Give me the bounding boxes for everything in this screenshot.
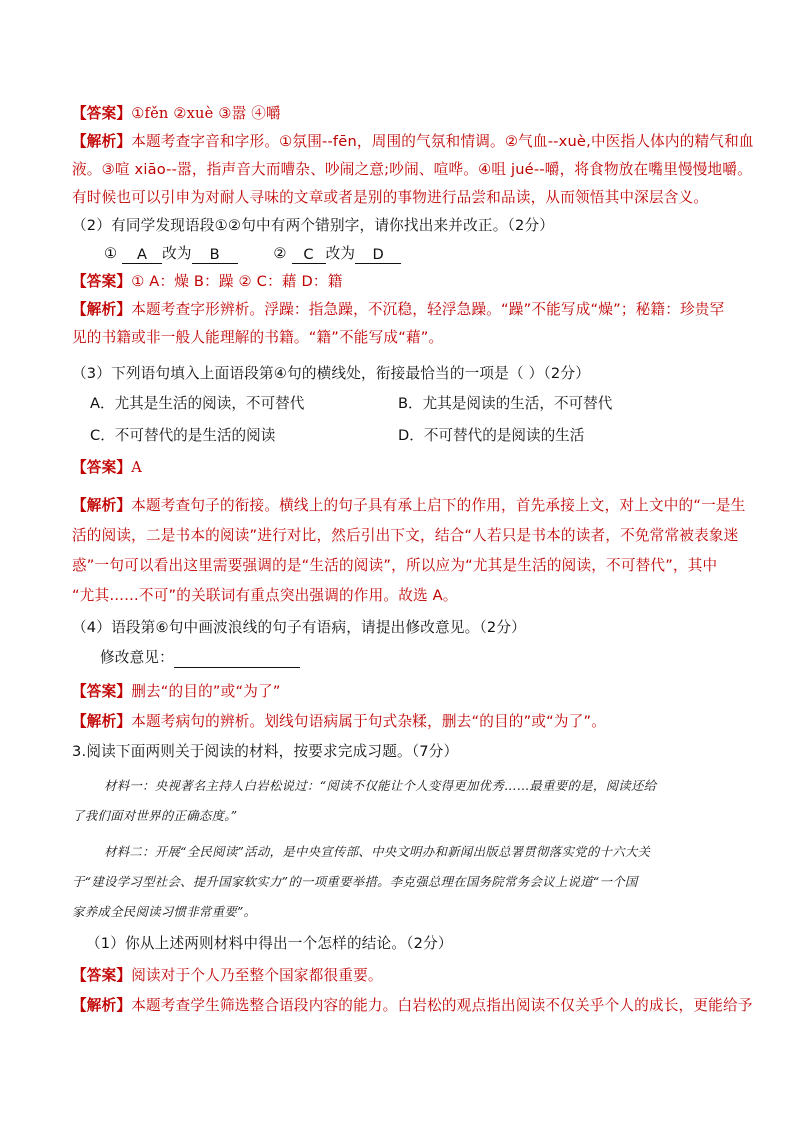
material-2-line-3: 家养成全民阅读习惯非常重要”。 [72,904,257,919]
q5-answer: 阅读对于个人乃至整个国家都很重要。 [131,967,383,984]
analysis-tag: 【解析】 [72,301,132,318]
q1-analysis-1: 本题考查字音和字形。①氛围--fēn，周围的气氛和情调。②气血--xuè,中医指人体内的精气和血 [131,133,754,150]
q1-answer: ①fěn ②xuè ③嚣 ④嚼 [131,105,281,122]
q3-option-b: B．尤其是阅读的生活，不可替代 [398,395,613,412]
q1-analysis-line-1 [72,132,754,152]
q5-answer-line [72,966,732,986]
q2-blank1-mid: 改为 [162,245,192,262]
material-2-line-1: 材料二：开展“全民阅读”活动，是中央宣传部、中央文明办和新闻出版总署贯彻落实党的十六大关 [104,844,651,859]
analysis-tag: 【解析】 [72,133,132,150]
q3-analysis-line-4: “尤其……不可”的关联词有重点突出强调的作用。故选 A。 [72,587,458,604]
q4-analysis-line [72,712,732,732]
q2-blank1-a: A [122,245,162,264]
q3-answer-line [72,458,732,478]
analysis-tag: 【解析】 [72,497,132,514]
q1-analysis-line-2: 液。③喧 xiāo--嚣，指声音大而嘈杂、吵闹之意;吵闹、喧哗。④咀 jué--嚼，将食物放在嘴里慢慢地嚼。 [72,161,752,178]
analysis-tag: 【解析】 [72,713,132,730]
q2-answer: ① A：燥 B：躁 ② C：藉 D：籍 [131,273,343,290]
q2-blank2-b: D [355,245,401,264]
q3-answer: A [131,459,142,476]
q4-answer-line [72,682,732,702]
q3-option-c: C．不可替代的是生活的阅读 [90,427,276,444]
answer-tag: 【答案】 [72,683,132,700]
material-2-line-2: 于“建设学习型社会、提升国家软实力”的一项重要举措。李克强总理在国务院常务会议上说道“一个国 [72,874,638,889]
q2-blank1-b: B [192,245,238,264]
q4-stem: （4）语段第⑥句中画波浪线的句子有语病，请提出修改意见。（2分） [72,619,526,636]
q4-answer: 删去“的目的”或“为了” [131,683,281,700]
q3-option-a: A．尤其是生活的阅读，不可替代 [90,395,305,412]
q5-analysis-line [72,996,753,1016]
material-1-line-2: 了我们面对世界的正确态度。” [72,808,238,823]
q2-blank2-a: C [292,245,326,264]
q4-analysis: 本题考病句的辨析。划线句语病属于句式杂糅，删去“的目的”或“为了”。 [131,713,607,730]
q2-blank1-prefix: ① [104,245,118,262]
q3-analysis-line-1 [72,496,746,516]
q2-blank2-prefix: ② [273,245,287,262]
q4-fill-blank [174,649,300,668]
q1-analysis-line-3: 有时候也可以引申为对耐人寻味的文章或者是别的事物进行品尝和品读，从而领悟其中深层含义。 [72,189,709,206]
material-1-line-1: 材料一：央视著名主持人白岩松说过：“阅读不仅能让个人变得更加优秀……最重要的是，阅读还给 [104,778,657,793]
answer-tag: 【答案】 [72,105,132,122]
q3-analysis-line-3: 惑”一句可以看出这里需要强调的是“生活的阅读”，所以应为“尤其是生活的阅读，不可替代”，其中 [72,557,718,574]
q2-answer-line [72,272,732,292]
q2-blanks [104,244,764,264]
q4-fill-label: 修改意见： [100,649,174,666]
q1-answer-line [72,104,732,124]
q5-stem: 3.阅读下面两则关于阅读的材料，按要求完成习题。（7分） [72,743,459,760]
q2-analysis-line-2: 见的书籍或非一般人能理解的书籍。“籍”不能写成“藉”。 [72,329,444,346]
answer-tag: 【答案】 [72,459,132,476]
answer-tag: 【答案】 [72,273,132,290]
q2-blank2-mid: 改为 [325,245,356,262]
analysis-tag: 【解析】 [72,997,132,1014]
q2-analysis-line-1 [72,300,732,320]
q3-stem: （3）下列语句填入上面语段第④句的横线处，衔接最恰当的一项是（ ）（2分） [72,365,590,382]
q4-fill-line [100,648,760,668]
q5-sub1-stem: （1）你从上述两则材料中得出一个怎样的结论。（2分） [86,935,453,952]
q3-option-d: D．不可替代的是阅读的生活 [398,427,585,444]
q3-analysis-1: 本题考查句子的衔接。横线上的句子具有承上启下的作用，首先承接上文，对上文中的“一是生 [131,497,746,514]
q5-analysis: 本题考查学生筛选整合语段内容的能力。白岩松的观点指出阅读不仅关乎个人的成长，更能给予 [131,997,753,1014]
q2-stem: （2）有同学发现语段①②句中有两个错别字，请你找出来并改正。（2分） [72,217,555,234]
q3-analysis-line-2: 活的阅读，二是书本的阅读”进行对比，然后引出下文，结合“人若只是书本的读者，不免常常被表象迷 [72,527,739,544]
q2-analysis-1: 本题考查字形辨析。浮躁：指急躁，不沉稳，轻浮急躁。“躁”不能写成“燥”；秘籍：珍贵罕 [131,301,725,318]
answer-tag: 【答案】 [72,967,132,984]
